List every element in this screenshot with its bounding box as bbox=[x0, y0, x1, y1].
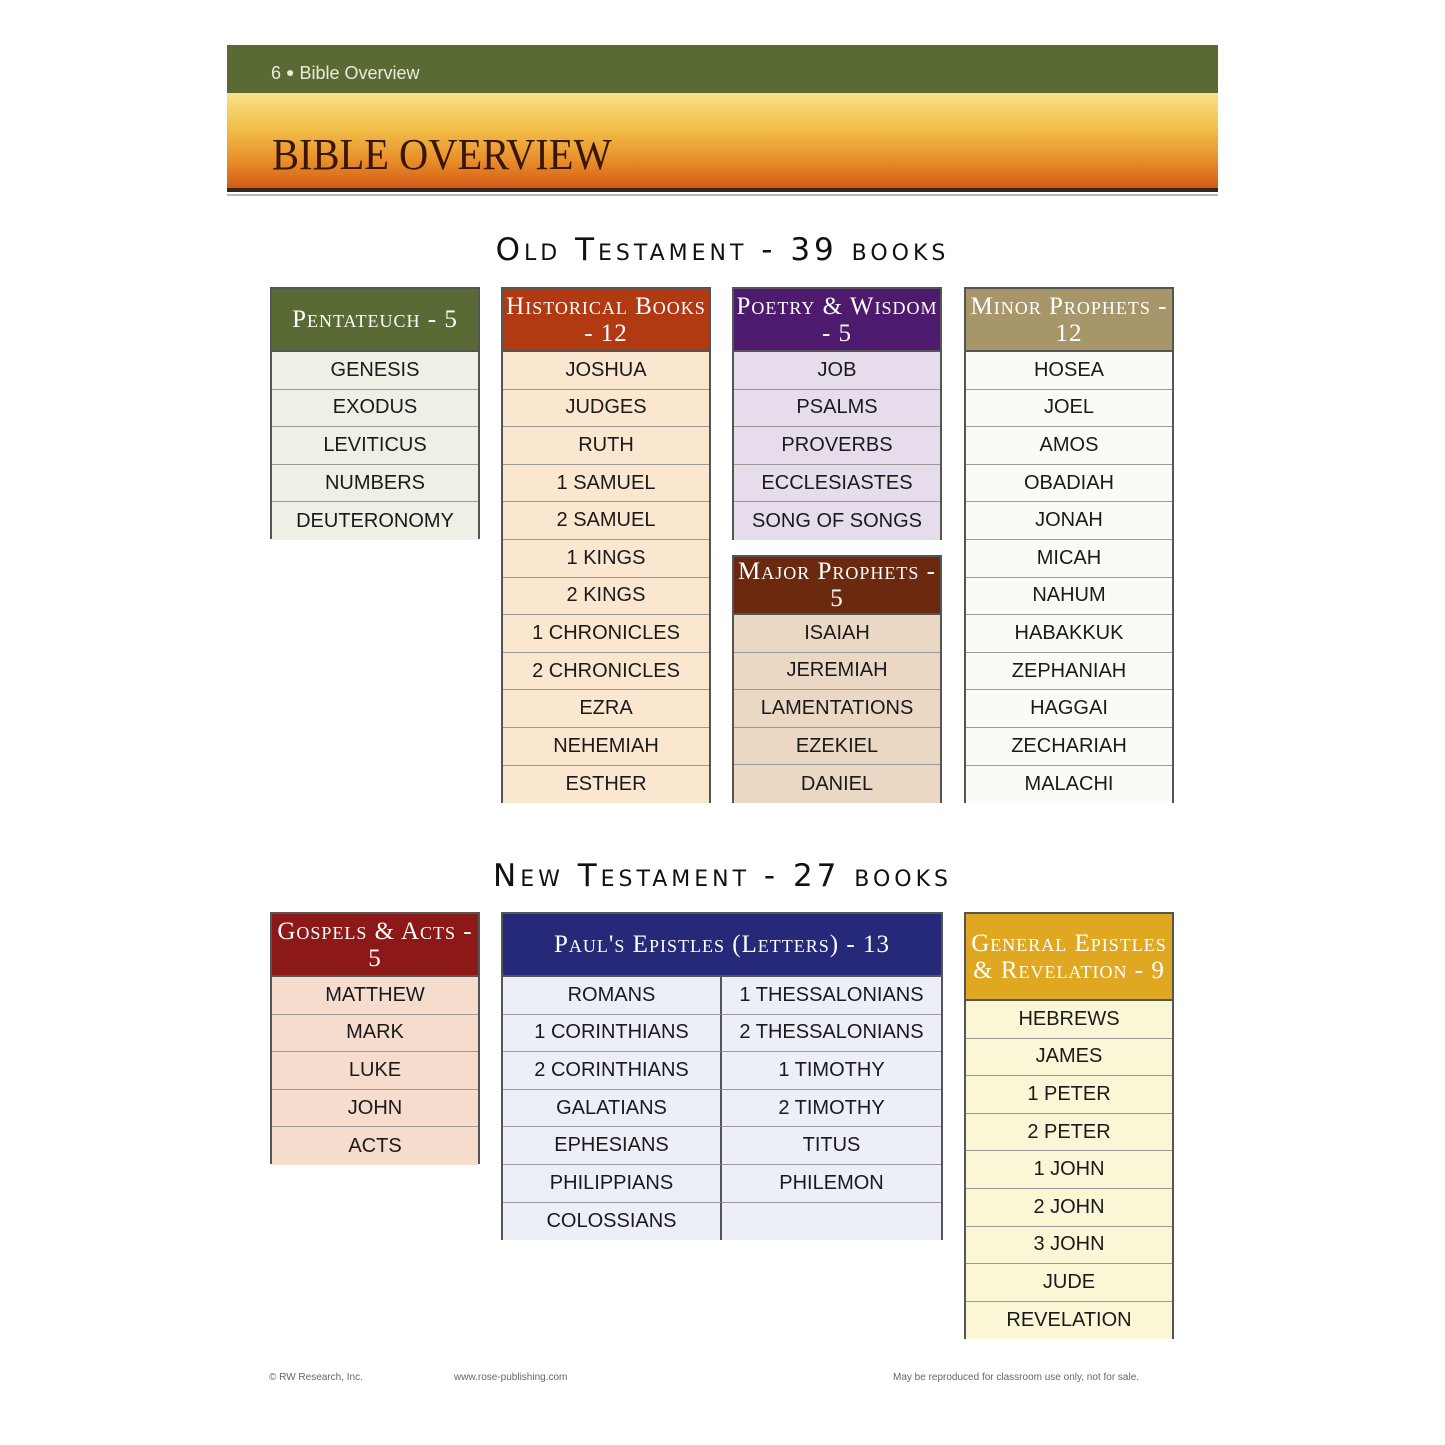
book-row: MALACHI bbox=[1024, 772, 1114, 795]
book-row: LEVITICUS bbox=[272, 427, 478, 465]
book-row: LUKE bbox=[272, 1052, 478, 1090]
book-row: AMOS bbox=[966, 427, 1172, 465]
book-row: SONG OF SONGS bbox=[751, 509, 923, 532]
book-row: RUTH bbox=[503, 427, 709, 465]
top-bar bbox=[227, 45, 1218, 93]
book-row: HEBREWS bbox=[966, 1001, 1172, 1039]
book-cell: 2 THESSALONIANS bbox=[722, 1015, 941, 1053]
book-cell: PHILEMON bbox=[722, 1165, 941, 1203]
old-testament-title: Old Testament - 39 books bbox=[495, 232, 950, 268]
group-poetry-wisdom bbox=[732, 287, 942, 540]
book-cell: PHILIPPIANS bbox=[503, 1165, 722, 1203]
bullet-icon: ● bbox=[286, 64, 295, 80]
book-row: ZECHARIAH bbox=[966, 728, 1172, 766]
book-cell-empty bbox=[722, 1203, 941, 1241]
book-row: 1 JOHN bbox=[966, 1151, 1172, 1189]
book-row: DEUTERONOMY bbox=[296, 509, 454, 532]
book-cell: 1 THESSALONIANS bbox=[722, 977, 941, 1015]
group-header: Major Prophets - 5 bbox=[734, 557, 940, 615]
book-row: 3 JOHN bbox=[966, 1227, 1172, 1265]
group-pentateuch bbox=[270, 287, 480, 539]
book-row: ZEPHANIAH bbox=[966, 653, 1172, 691]
book-row: MICAH bbox=[966, 540, 1172, 578]
book-cell: COLOSSIANS bbox=[503, 1203, 722, 1241]
book-row: OBADIAH bbox=[966, 465, 1172, 503]
book-row: 1 PETER bbox=[966, 1076, 1172, 1114]
book-row: REVELATION bbox=[1006, 1309, 1132, 1332]
book-row: JUDE bbox=[966, 1264, 1172, 1302]
book-row: 2 CHRONICLES bbox=[503, 653, 709, 691]
book-row: HAGGAI bbox=[966, 690, 1172, 728]
book-row: NUMBERS bbox=[272, 465, 478, 503]
title-banner bbox=[227, 93, 1218, 188]
book-row: DANIEL bbox=[800, 772, 874, 795]
group-header: Poetry & Wisdom - 5 bbox=[734, 289, 940, 352]
footer-website[interactable]: www.rose-publishing.com bbox=[454, 1372, 568, 1383]
group-header: Historical Books - 12 bbox=[503, 289, 709, 352]
book-cell: 2 TIMOTHY bbox=[722, 1090, 941, 1128]
group-header: Minor Prophets - 12 bbox=[966, 289, 1172, 352]
group-gospels-acts bbox=[270, 912, 480, 1164]
book-row: PROVERBS bbox=[734, 427, 940, 465]
page-number: 6 bbox=[271, 63, 282, 83]
book-row: 2 SAMUEL bbox=[503, 502, 709, 540]
book-row: 2 PETER bbox=[966, 1114, 1172, 1152]
header-rule-thin bbox=[227, 194, 1218, 196]
book-row: MATTHEW bbox=[272, 977, 478, 1015]
group-pauls-epistles bbox=[501, 912, 943, 1240]
book-row: 1 KINGS bbox=[503, 540, 709, 578]
book-row: PSALMS bbox=[734, 390, 940, 428]
group-major-prophets bbox=[732, 555, 942, 803]
book-cell: TITUS bbox=[722, 1127, 941, 1165]
book-row: JAMES bbox=[966, 1039, 1172, 1077]
book-row: EZRA bbox=[503, 690, 709, 728]
group-header: Paul's Epistles (Letters) - 13 bbox=[503, 914, 941, 977]
page-crumb bbox=[271, 63, 420, 84]
book-row: LAMENTATIONS bbox=[734, 690, 940, 728]
book-cell: ROMANS bbox=[503, 977, 722, 1015]
book-row: HOSEA bbox=[966, 352, 1172, 390]
footer-copyright: © RW Research, Inc. bbox=[269, 1372, 363, 1383]
book-cell: 1 CORINTHIANS bbox=[503, 1015, 722, 1053]
group-header: Gospels & Acts - 5 bbox=[272, 914, 478, 977]
book-row: JOB bbox=[734, 352, 940, 390]
header-rule bbox=[227, 188, 1218, 192]
section-label: Bible Overview bbox=[299, 63, 420, 83]
book-row: JEREMIAH bbox=[734, 653, 940, 691]
group-general-epistles bbox=[964, 912, 1174, 1339]
book-row: NAHUM bbox=[966, 578, 1172, 616]
book-row: HABAKKUK bbox=[966, 615, 1172, 653]
book-row: 1 SAMUEL bbox=[503, 465, 709, 503]
book-cell: GALATIANS bbox=[503, 1090, 722, 1128]
book-row: EXODUS bbox=[272, 390, 478, 428]
footer-notice: May be reproduced for classroom use only, not for sale. bbox=[893, 1372, 1140, 1383]
book-cell: EPHESIANS bbox=[503, 1127, 722, 1165]
page-title: BIBLE OVERVIEW bbox=[272, 130, 612, 179]
book-row: ACTS bbox=[348, 1134, 402, 1157]
new-testament-title: New Testament - 27 books bbox=[493, 858, 952, 894]
book-row: JOEL bbox=[966, 390, 1172, 428]
book-row: JOHN bbox=[272, 1090, 478, 1128]
group-header: Pentateuch - 5 bbox=[272, 289, 478, 352]
book-row: MARK bbox=[272, 1015, 478, 1053]
book-row: JOSHUA bbox=[503, 352, 709, 390]
book-cell: 1 TIMOTHY bbox=[722, 1052, 941, 1090]
book-row: ECCLESIASTES bbox=[734, 465, 940, 503]
book-row: 2 KINGS bbox=[503, 578, 709, 616]
group-minor-prophets bbox=[964, 287, 1174, 803]
book-cell: 2 CORINTHIANS bbox=[503, 1052, 722, 1090]
book-row: 1 CHRONICLES bbox=[503, 615, 709, 653]
book-row: EZEKIEL bbox=[734, 728, 940, 766]
book-row: JONAH bbox=[966, 502, 1172, 540]
book-row: JUDGES bbox=[503, 390, 709, 428]
book-row: ESTHER bbox=[565, 772, 647, 795]
group-header: General Epistles & Revelation - 9 bbox=[966, 914, 1172, 1001]
book-row: 2 JOHN bbox=[966, 1189, 1172, 1227]
group-historical-books bbox=[501, 287, 711, 803]
book-row: GENESIS bbox=[272, 352, 478, 390]
book-row: NEHEMIAH bbox=[503, 728, 709, 766]
book-row: ISAIAH bbox=[734, 615, 940, 653]
